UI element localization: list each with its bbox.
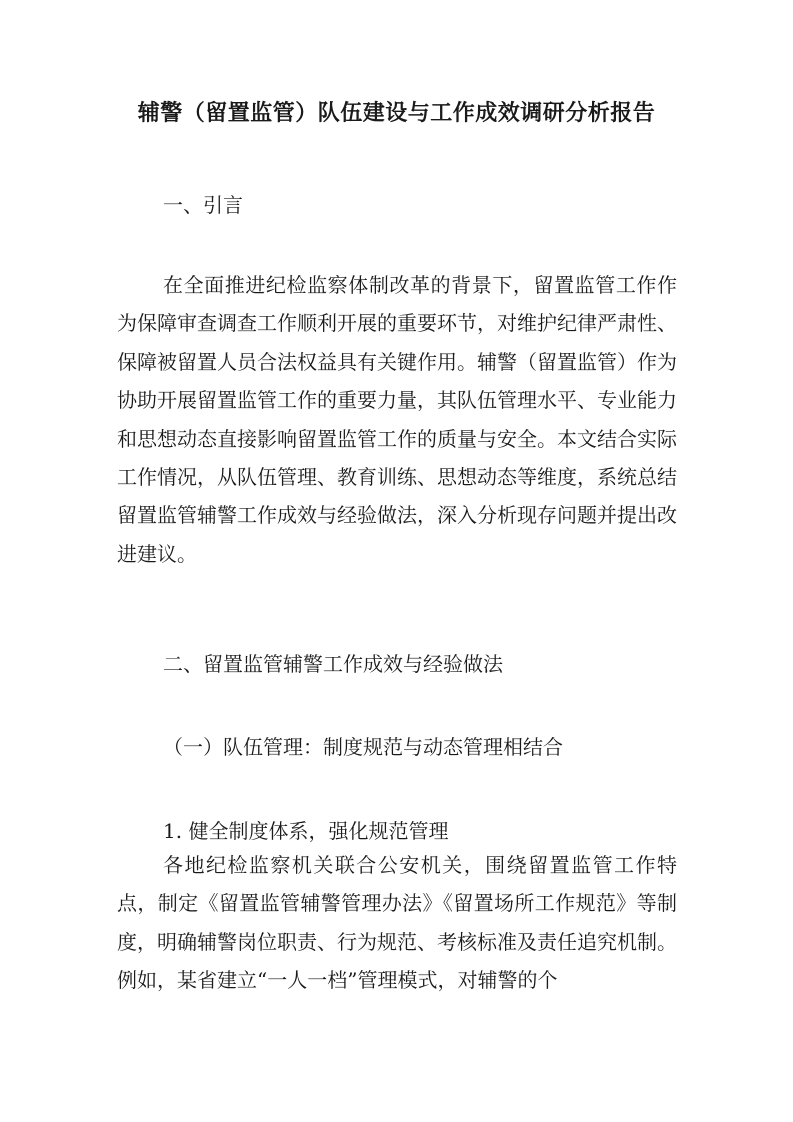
section-heading-introduction: 一、引言	[163, 193, 243, 217]
section-heading-results: 二、留置监管辅警工作成效与经验做法	[163, 652, 503, 676]
system-paragraph: 各地纪检监察机关联合公安机关，围绕留置监管工作特点，制定《留置监管辅警管理办法》《留置场所工作规范》等制度，明确辅警岗位职责、行为规范、考核标准及责任追究机制。例如，某省建立“一人一档”管理模式，对辅警的个	[117, 853, 677, 993]
item-heading-system: 1. 健全制度体系，强化规范管理	[163, 819, 449, 843]
subsection-heading-team-management: （一）队伍管理：制度规范与动态管理相结合	[163, 735, 563, 759]
document-title: 辅警（留置监管）队伍建设与工作成效调研分析报告	[137, 101, 656, 126]
introduction-paragraph: 在全面推进纪检监察体制改革的背景下，留置监管工作作为保障审查调查工作顺利开展的重要环节，对维护纪律严肃性、保障被留置人员合法权益具有关键作用。辅警（留置监管）作为协助开展留置监管工作的重要力量，其队伍管理水平、专业能力和思想动态直接影响留置监管工作的质量与安全。本文结合实际工作情况，从队伍管理、教育训练、思想动态等维度，系统总结留置监管辅警工作成效与经验做法，深入分析现存问题并提出改进建议。	[117, 273, 677, 566]
